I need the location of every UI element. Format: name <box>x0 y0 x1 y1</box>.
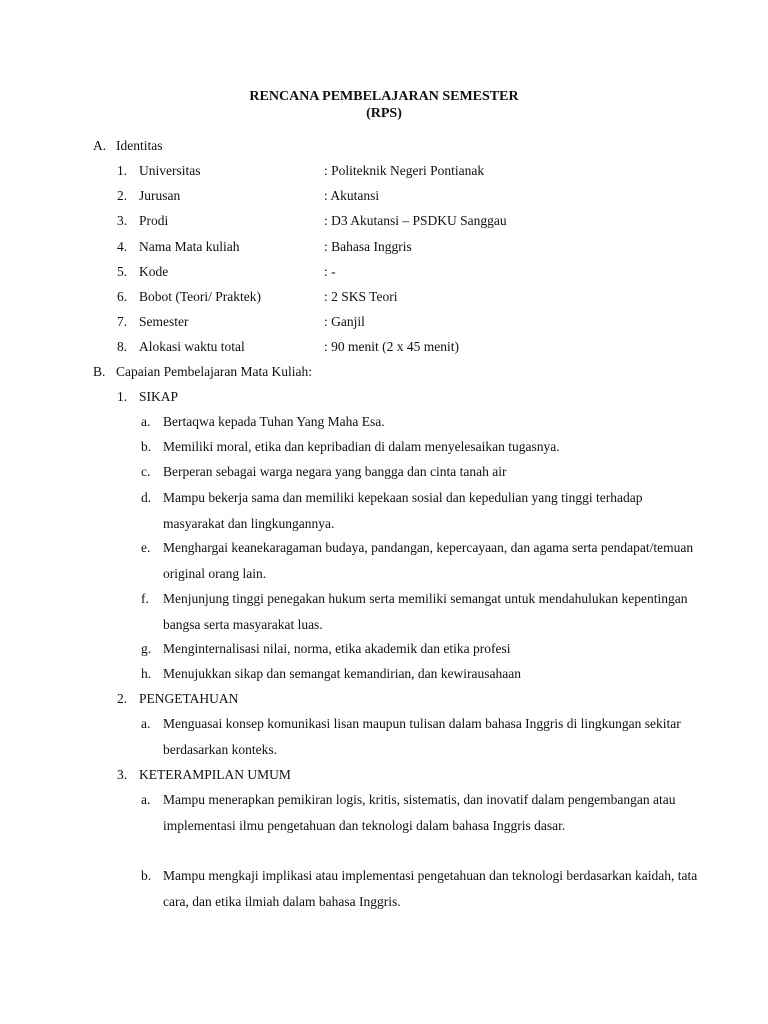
row-value: : D3 Akutansi – PSDKU Sanggau <box>324 213 507 228</box>
row-number: 5. <box>117 264 128 279</box>
item-letter: b. <box>141 439 152 454</box>
identitas-row <box>117 339 717 364</box>
row-label: Jurusan <box>139 188 181 203</box>
row-number: 2. <box>117 188 128 203</box>
section-title: Capaian Pembelajaran Mata Kuliah: <box>116 364 313 379</box>
item-letter: d. <box>141 490 152 505</box>
row-label: Alokasi waktu total <box>139 339 245 354</box>
section-letter: A. <box>93 138 107 153</box>
row-number: 8. <box>117 339 128 354</box>
section-letter: B. <box>93 364 106 379</box>
row-label: Universitas <box>139 163 201 178</box>
row-label: Semester <box>139 314 189 329</box>
subsection-title: KETERAMPILAN UMUM <box>139 767 291 782</box>
row-number: 7. <box>117 314 128 329</box>
row-label: Prodi <box>139 213 169 228</box>
item-text: Mampu mengkaji implikasi atau implementasi pengetahuan dan teknologi berdasarkan kaidah, tata cara, dan etika ilmiah dalam bahasa Inggris. <box>163 868 698 909</box>
item-text: Mampu bekerja sama dan memiliki kepekaan sosial dan kepedulian yang tinggi terhadap masyarakat dan lingkungannya. <box>163 490 643 531</box>
row-value: : Politeknik Negeri Pontianak <box>324 163 485 178</box>
subsection-number: 1. <box>117 389 128 404</box>
item-letter: e. <box>141 540 151 555</box>
item-letter: a. <box>141 414 151 429</box>
identitas-row <box>117 163 717 188</box>
row-number: 6. <box>117 289 128 304</box>
subsection-number: 3. <box>117 767 128 782</box>
identitas-row <box>117 239 717 264</box>
document-title <box>0 88 768 122</box>
row-value: : Ganjil <box>324 314 365 329</box>
identitas-row <box>117 289 717 314</box>
title-line-2: (RPS) <box>366 106 402 121</box>
item-text: Mampu menerapkan pemikiran logis, kritis, sistematis, dan inovatif dalam pengembangan atau implementasi ilmu pengetahuan dan teknologi dalam bahasa Inggris dasar. <box>163 792 676 833</box>
row-value: : 2 SKS Teori <box>324 289 398 304</box>
row-value: : Bahasa Inggris <box>324 239 412 254</box>
subsection-title: PENGETAHUAN <box>139 691 239 706</box>
row-label: Kode <box>139 264 169 279</box>
identitas-row <box>117 188 717 213</box>
item-text: Menginternalisasi nilai, norma, etika akademik dan etika profesi <box>163 641 511 656</box>
item-letter: c. <box>141 464 151 479</box>
row-label: Bobot (Teori/ Praktek) <box>139 289 262 304</box>
subsection-title: SIKAP <box>139 389 179 404</box>
section-title: Identitas <box>116 138 163 153</box>
item-text: Memiliki moral, etika dan kepribadian di dalam menyelesaikan tugasnya. <box>163 439 560 454</box>
title-line-1: RENCANA PEMBELAJARAN SEMESTER <box>249 89 519 104</box>
item-text: Bertaqwa kepada Tuhan Yang Maha Esa. <box>163 414 385 429</box>
identitas-row <box>117 213 717 238</box>
item-text: Menujukkan sikap dan semangat kemandirian, dan kewirausahaan <box>163 666 522 681</box>
identitas-row <box>117 264 717 289</box>
item-letter: a. <box>141 792 151 807</box>
item-text: Berperan sebagai warga negara yang bangga dan cinta tanah air <box>163 464 507 479</box>
row-number: 3. <box>117 213 128 228</box>
item-text: Menjunjung tinggi penegakan hukum serta memiliki semangat untuk mendahulukan kepentingan bangsa serta masyarakat luas. <box>163 591 688 632</box>
row-value: : Akutansi <box>324 188 380 203</box>
item-text: Menguasai konsep komunikasi lisan maupun tulisan dalam bahasa Inggris di lingkungan sekitar berdasarkan konteks. <box>163 716 681 757</box>
item-letter: h. <box>141 666 152 681</box>
identitas-row <box>117 314 717 339</box>
item-text: Menghargai keanekaragaman budaya, pandangan, kepercayaan, dan agama serta pendapat/temuan original orang lain. <box>163 540 694 581</box>
item-letter: g. <box>141 641 152 656</box>
row-value: : - <box>324 264 336 279</box>
row-number: 1. <box>117 163 128 178</box>
row-value: : 90 menit (2 x 45 menit) <box>324 339 459 354</box>
subsection-number: 2. <box>117 691 128 706</box>
row-number: 4. <box>117 239 128 254</box>
item-letter: f. <box>141 591 149 606</box>
row-label: Nama Mata kuliah <box>139 239 240 254</box>
item-letter: b. <box>141 868 152 883</box>
item-letter: a. <box>141 716 151 731</box>
